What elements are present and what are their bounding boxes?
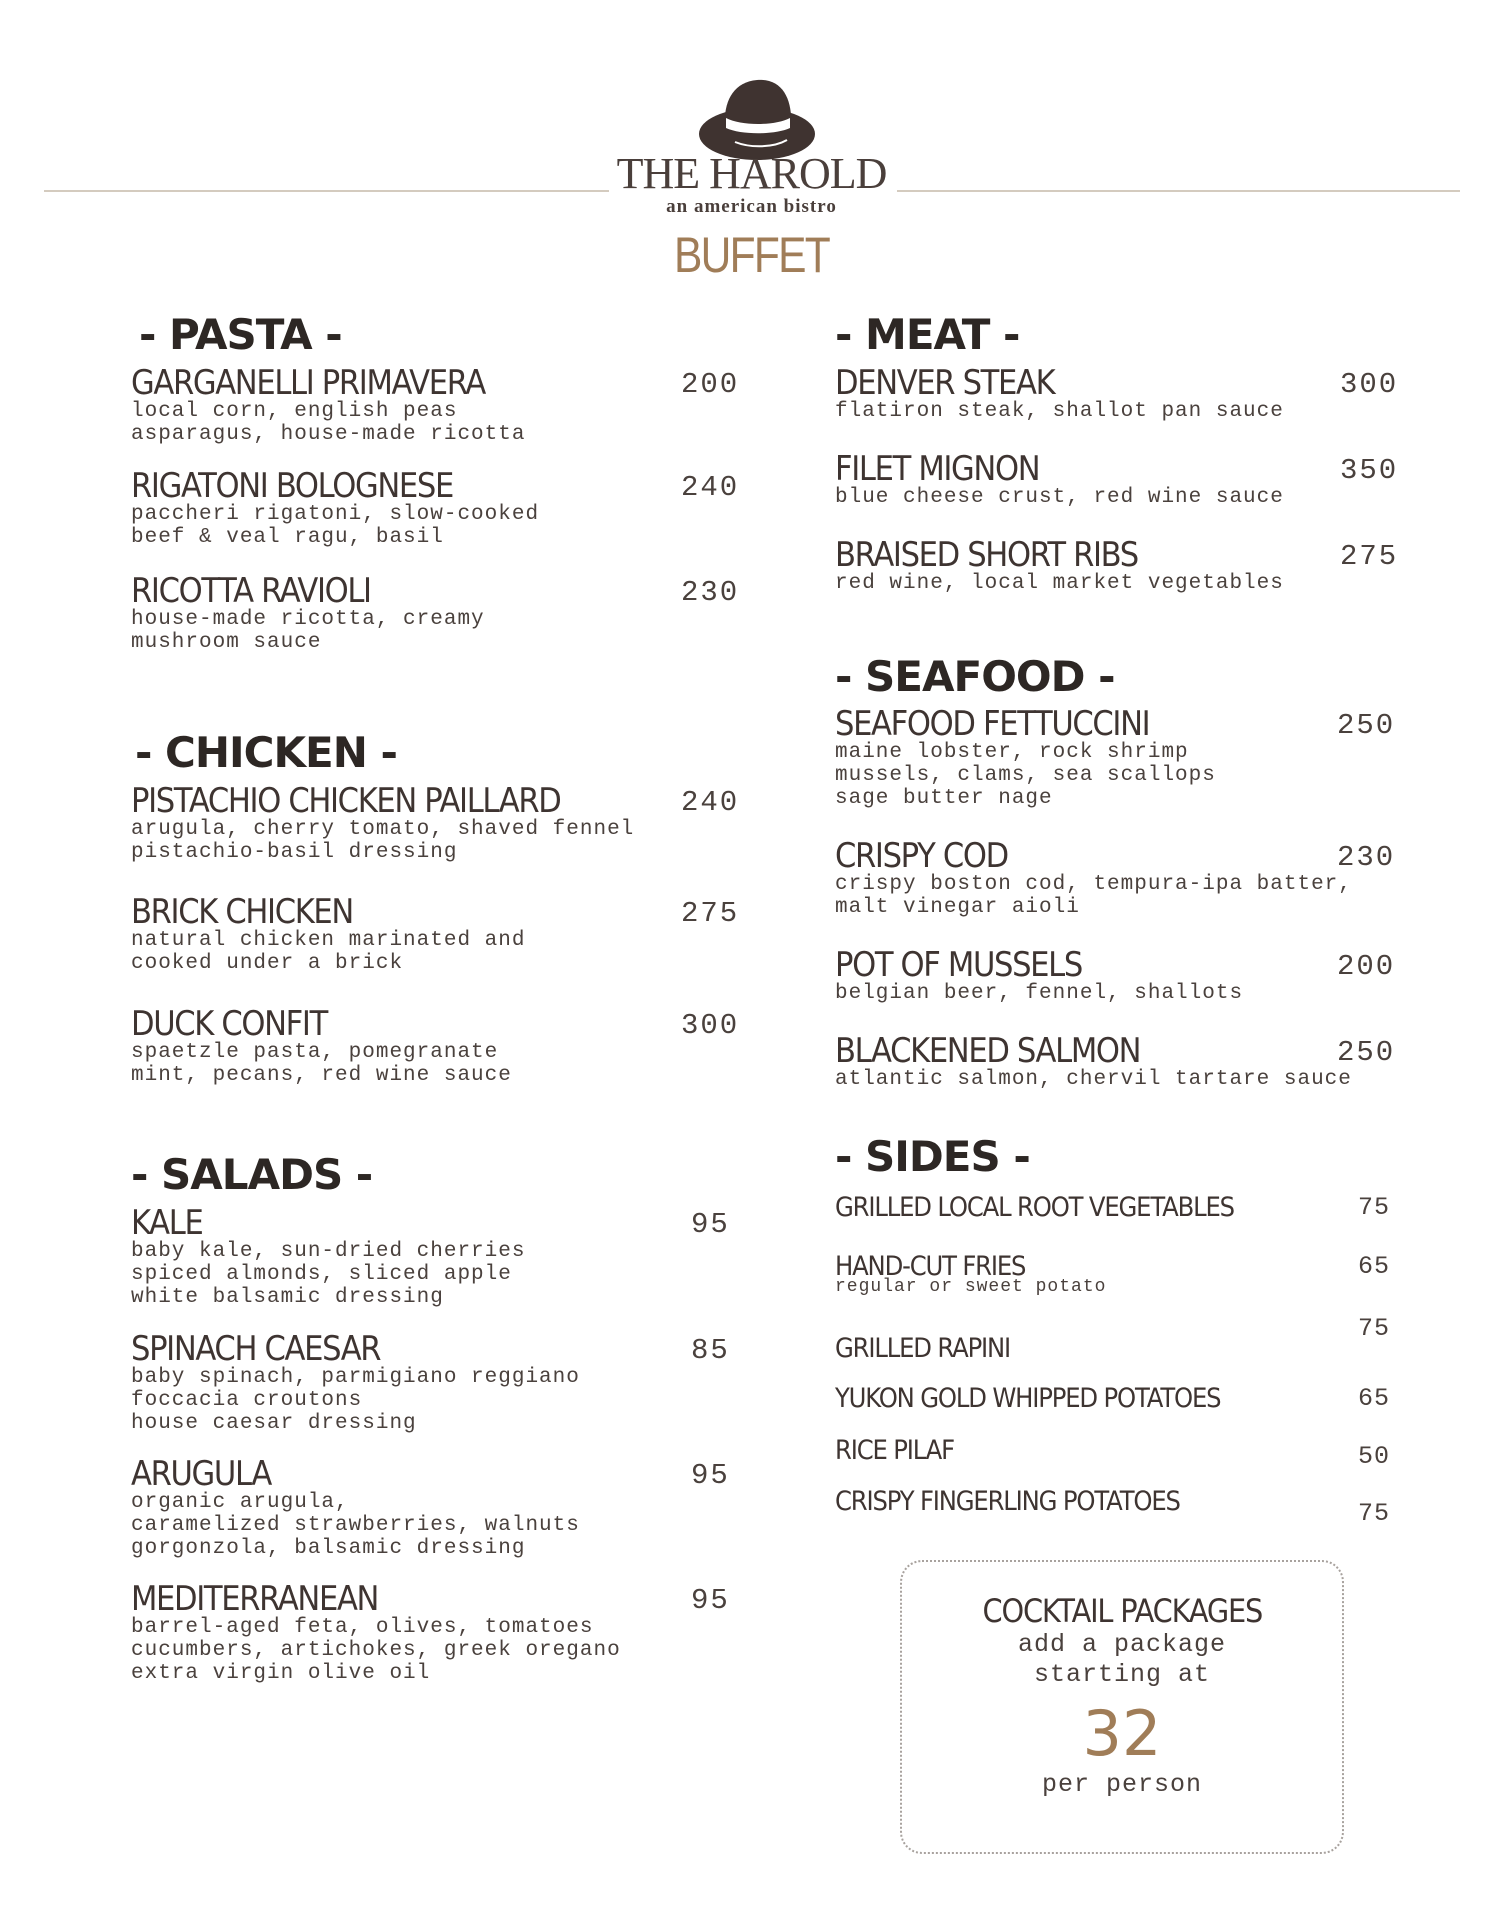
item-price: 230 bbox=[1337, 841, 1396, 874]
item-price: 95 bbox=[691, 1208, 730, 1241]
item-price: 200 bbox=[1337, 950, 1396, 983]
item-price: 240 bbox=[681, 786, 740, 819]
side-price: 50 bbox=[1358, 1442, 1391, 1471]
cocktail-packages-box bbox=[900, 1560, 1344, 1854]
section-title: - MEAT - bbox=[835, 310, 1020, 359]
item-price: 95 bbox=[691, 1584, 730, 1617]
menu-item bbox=[131, 467, 751, 549]
item-price: 250 bbox=[1337, 1036, 1396, 1069]
side-price: 65 bbox=[1358, 1384, 1391, 1413]
item-description: arugula, cherry tomato, shaved fennel pistachio-basil dressing bbox=[131, 818, 635, 864]
side-name: GRILLED LOCAL ROOT VEGETABLES bbox=[835, 1192, 1234, 1223]
cocktail-unit: per person bbox=[1041, 1770, 1203, 1799]
side-item bbox=[835, 1486, 1435, 1528]
item-name: BRICK CHICKEN bbox=[131, 892, 353, 932]
item-price: 95 bbox=[691, 1459, 730, 1492]
cocktail-line-2: starting at bbox=[1033, 1660, 1211, 1689]
item-name: DENVER STEAK bbox=[835, 363, 1055, 403]
item-price: 300 bbox=[681, 1009, 740, 1042]
section-pasta bbox=[131, 310, 751, 360]
item-description: red wine, local market vegetables bbox=[835, 572, 1284, 595]
item-name: BLACKENED SALMON bbox=[835, 1031, 1141, 1071]
menu-title: BUFFET bbox=[673, 227, 830, 283]
item-description: local corn, english peas asparagus, house-made ricotta bbox=[131, 400, 526, 446]
item-name: SEAFOOD FETTUCCINI bbox=[835, 704, 1150, 744]
item-name: FILET MIGNON bbox=[835, 449, 1040, 489]
side-name: RICE PILAF bbox=[835, 1435, 954, 1466]
menu-item bbox=[131, 572, 751, 654]
menu-item bbox=[131, 1455, 751, 1560]
item-price: 350 bbox=[1340, 454, 1399, 487]
section-meat bbox=[835, 310, 1435, 360]
section-title: - SIDES - bbox=[835, 1132, 1030, 1181]
item-price: 275 bbox=[681, 897, 740, 930]
side-description: regular or sweet potato bbox=[835, 1277, 1107, 1297]
side-item bbox=[835, 1435, 1435, 1471]
item-price: 85 bbox=[691, 1334, 730, 1367]
section-chicken bbox=[131, 728, 751, 778]
side-name: CRISPY FINGERLING POTATOES bbox=[835, 1486, 1180, 1517]
item-description: natural chicken marinated and cooked under a brick bbox=[131, 929, 526, 975]
section-sides bbox=[835, 1132, 1435, 1182]
item-description: atlantic salmon, chervil tartare sauce bbox=[835, 1068, 1352, 1091]
cocktail-title: COCKTAIL PACKAGES bbox=[982, 1592, 1262, 1630]
item-price: 200 bbox=[681, 368, 740, 401]
section-title: - PASTA - bbox=[139, 310, 342, 359]
side-price: 75 bbox=[1358, 1314, 1391, 1343]
menu-item bbox=[131, 782, 751, 864]
menu-item bbox=[835, 1032, 1435, 1091]
section-title: - SALADS - bbox=[131, 1150, 373, 1199]
item-name: PISTACHIO CHICKEN PAILLARD bbox=[131, 781, 561, 821]
menu-item bbox=[131, 1330, 751, 1435]
brand-tagline: an american bistro bbox=[666, 196, 837, 217]
side-price: 75 bbox=[1358, 1193, 1391, 1222]
item-name: CRISPY COD bbox=[835, 836, 1008, 876]
menu-item bbox=[835, 837, 1435, 919]
item-name: POT OF MUSSELS bbox=[835, 945, 1082, 985]
item-description: spaetzle pasta, pomegranate mint, pecans, red wine sauce bbox=[131, 1041, 512, 1087]
menu-item bbox=[131, 1580, 751, 1685]
side-item bbox=[835, 1193, 1435, 1223]
item-name: DUCK CONFIT bbox=[131, 1004, 327, 1044]
item-description: baby kale, sun-dried cherries spiced almonds, sliced apple white balsamic dressing bbox=[131, 1240, 526, 1309]
item-name: GARGANELLI PRIMAVERA bbox=[131, 363, 485, 403]
menu-item bbox=[131, 893, 751, 975]
item-price: 275 bbox=[1340, 540, 1399, 573]
item-name: SPINACH CAESAR bbox=[131, 1329, 381, 1369]
item-description: paccheri rigatoni, slow-cooked beef & veal ragu, basil bbox=[131, 503, 540, 549]
section-title: - SEAFOOD - bbox=[835, 652, 1115, 701]
item-description: barrel-aged feta, olives, tomatoes cucumbers, artichokes, greek oregano extra virgin olive oil bbox=[131, 1616, 621, 1685]
item-price: 230 bbox=[681, 576, 740, 609]
item-description: blue cheese crust, red wine sauce bbox=[835, 486, 1284, 509]
item-name: BRAISED SHORT RIBS bbox=[835, 535, 1138, 575]
item-description: belgian beer, fennel, shallots bbox=[835, 982, 1244, 1005]
menu-item bbox=[131, 1204, 751, 1309]
section-salads bbox=[131, 1150, 751, 1200]
side-name: YUKON GOLD WHIPPED POTATOES bbox=[835, 1383, 1221, 1414]
side-item bbox=[835, 1252, 1435, 1296]
side-name: HAND-CUT FRIES bbox=[835, 1251, 1026, 1282]
menu-item bbox=[835, 946, 1435, 1005]
item-description: house-made ricotta, creamy mushroom sauce bbox=[131, 608, 485, 654]
side-price: 65 bbox=[1358, 1252, 1391, 1281]
item-description: maine lobster, rock shrimp mussels, clams, sea scallops sage butter nage bbox=[835, 741, 1216, 810]
item-name: RICOTTA RAVIOLI bbox=[131, 571, 371, 611]
item-description: baby spinach, parmigiano reggiano foccacia croutons house caesar dressing bbox=[131, 1366, 580, 1435]
item-description: crispy boston cod, tempura-ipa batter, malt vinegar aioli bbox=[835, 873, 1352, 919]
item-name: MEDITERRANEAN bbox=[131, 1579, 379, 1619]
header-rule-right bbox=[897, 190, 1460, 192]
item-name: ARUGULA bbox=[131, 1454, 271, 1494]
menu-item bbox=[131, 1005, 751, 1087]
menu-item bbox=[835, 705, 1435, 810]
menu-header bbox=[0, 0, 1503, 300]
item-price: 240 bbox=[681, 471, 740, 504]
item-price: 250 bbox=[1337, 709, 1396, 742]
item-description: flatiron steak, shallot pan sauce bbox=[835, 400, 1284, 423]
side-price: 75 bbox=[1358, 1499, 1391, 1528]
side-item bbox=[835, 1384, 1435, 1414]
item-price: 300 bbox=[1340, 368, 1399, 401]
side-name: GRILLED RAPINI bbox=[835, 1333, 1011, 1364]
side-item bbox=[835, 1314, 1435, 1364]
cocktail-price: 32 bbox=[1082, 1697, 1162, 1770]
brand-name: THE HAROLD bbox=[616, 149, 887, 198]
menu-item bbox=[835, 450, 1435, 509]
item-name: RIGATONI BOLOGNESE bbox=[131, 466, 453, 506]
cocktail-line-1: add a package bbox=[1017, 1630, 1227, 1659]
section-title: - CHICKEN - bbox=[135, 728, 397, 777]
menu-item bbox=[835, 536, 1435, 595]
section-seafood bbox=[835, 652, 1435, 702]
header-rule-left bbox=[44, 190, 609, 192]
menu-item bbox=[131, 364, 751, 446]
item-name: KALE bbox=[131, 1203, 203, 1243]
item-description: organic arugula, caramelized strawberries, walnuts gorgonzola, balsamic dressing bbox=[131, 1491, 580, 1560]
menu-item bbox=[835, 364, 1435, 423]
